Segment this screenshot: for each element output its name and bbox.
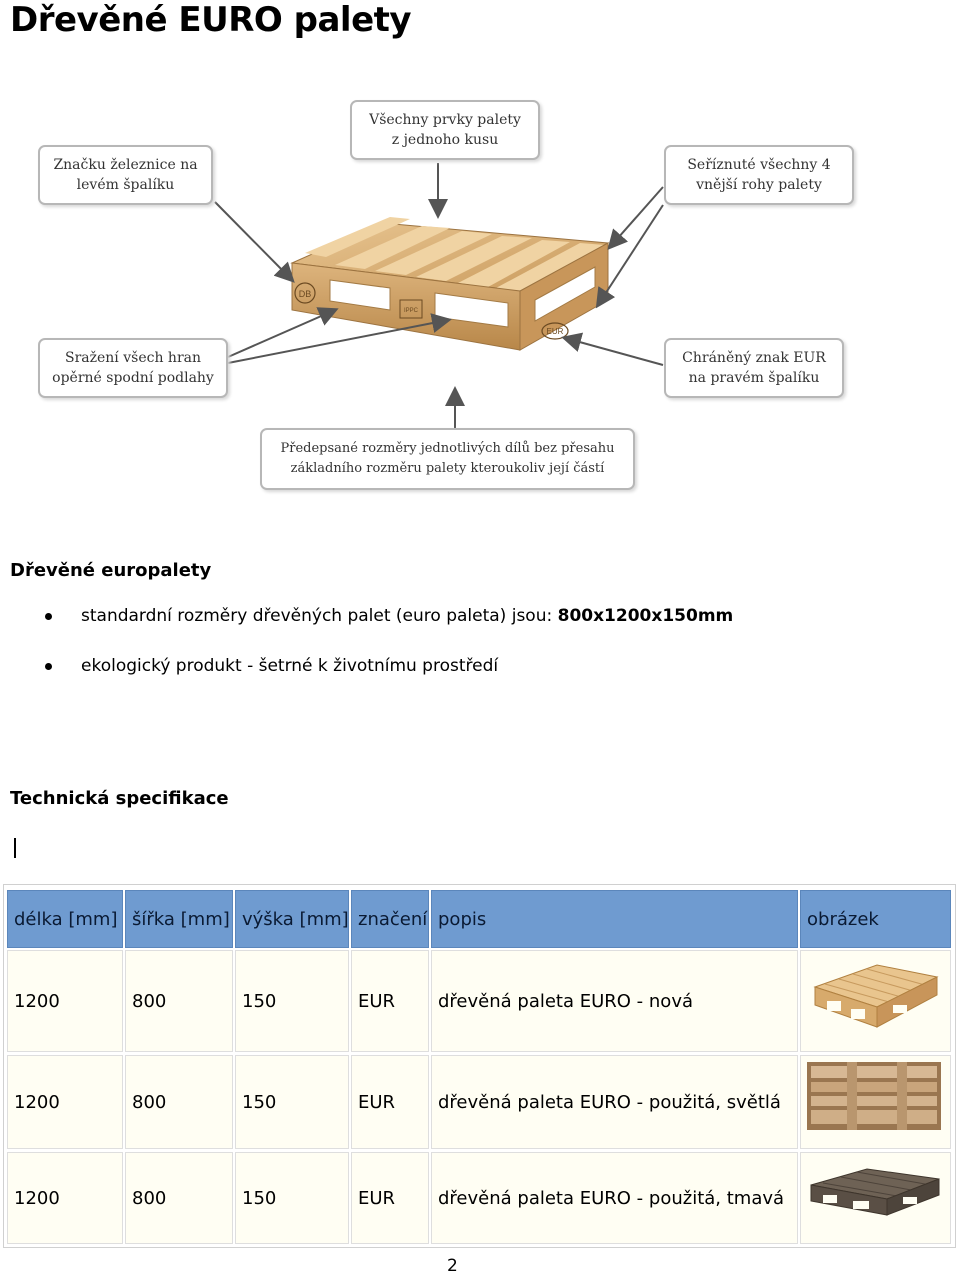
table-header: popis: [431, 890, 798, 948]
table-cell: 1200: [7, 950, 123, 1052]
callout-one-piece: Všechny prvky palety z jednoho kusu: [350, 100, 540, 160]
table-header: šířka [mm]: [125, 890, 233, 948]
table-cell-image: [800, 1152, 951, 1244]
section-heading-tech-spec: Technická specifikace: [10, 788, 229, 809]
callout-railway-mark: Značku železnice na levém špalíku: [38, 145, 213, 205]
callout-cut-corners: Seříznuté všechny 4 vnější rohy palety: [664, 145, 854, 205]
list-item-text: standardní rozměry dřevěných palet (euro paleta) jsou:: [81, 606, 558, 626]
callout-dimensions: Předepsané rozměry jednotlivých dílů bez přesahu základního rozměru palety kteroukoliv její částí: [260, 428, 635, 490]
table-cell: 1200: [7, 1152, 123, 1244]
table-cell: dřevěná paleta EURO - nová: [431, 950, 798, 1052]
callout-eur-mark: Chráněný znak EUR na pravém špalíku: [664, 338, 844, 398]
table-header: výška [mm]: [235, 890, 349, 948]
table-cell-image: [800, 950, 951, 1052]
pallet-diagram: [30, 95, 860, 500]
table-cell: 150: [235, 1055, 349, 1149]
callout-beveled-edges: Sražení všech hran opěrné spodní podlahy: [38, 338, 228, 398]
text-cursor: [14, 838, 16, 858]
bullet-icon: [45, 613, 52, 620]
table-header: značení: [351, 890, 429, 948]
list-item: [45, 606, 945, 656]
table-cell: EUR: [351, 1152, 429, 1244]
table-cell: 150: [235, 950, 349, 1052]
table-header: obrázek: [800, 890, 951, 948]
table-cell: dřevěná paleta EURO - použitá, světlá: [431, 1055, 798, 1149]
list-item-dimensions: 800x1200x150mm: [557, 606, 734, 626]
table-cell: dřevěná paleta EURO - použitá, tmavá: [431, 1152, 798, 1244]
table-header: délka [mm]: [7, 890, 123, 948]
table-cell: EUR: [351, 950, 429, 1052]
ippc-mark: IPPC: [403, 308, 419, 314]
section-heading-europallets: Dřevěné europalety: [10, 560, 212, 581]
db-mark: DB: [298, 289, 312, 299]
eur-mark: EUR: [546, 327, 564, 336]
feature-list: [45, 606, 945, 706]
table-cell: 150: [235, 1152, 349, 1244]
table-cell: 1200: [7, 1055, 123, 1149]
list-item-text: ekologický produkt - šetrné k životnímu prostředí: [81, 656, 499, 676]
bullet-icon: [45, 663, 52, 670]
table-cell-image: [800, 1055, 951, 1149]
table-cell: EUR: [351, 1055, 429, 1149]
list-item: [45, 656, 945, 706]
spec-table: [3, 884, 956, 1248]
table-cell: 800: [125, 1055, 233, 1149]
used-light-pallet-image: [807, 1062, 941, 1130]
table-cell: 800: [125, 950, 233, 1052]
page-title: Dřevěné EURO palety: [10, 0, 412, 40]
table-cell: 800: [125, 1152, 233, 1244]
page-number: 2: [447, 1256, 458, 1276]
new-pallet-image: [807, 957, 943, 1045]
used-dark-pallet-image: [807, 1163, 943, 1223]
